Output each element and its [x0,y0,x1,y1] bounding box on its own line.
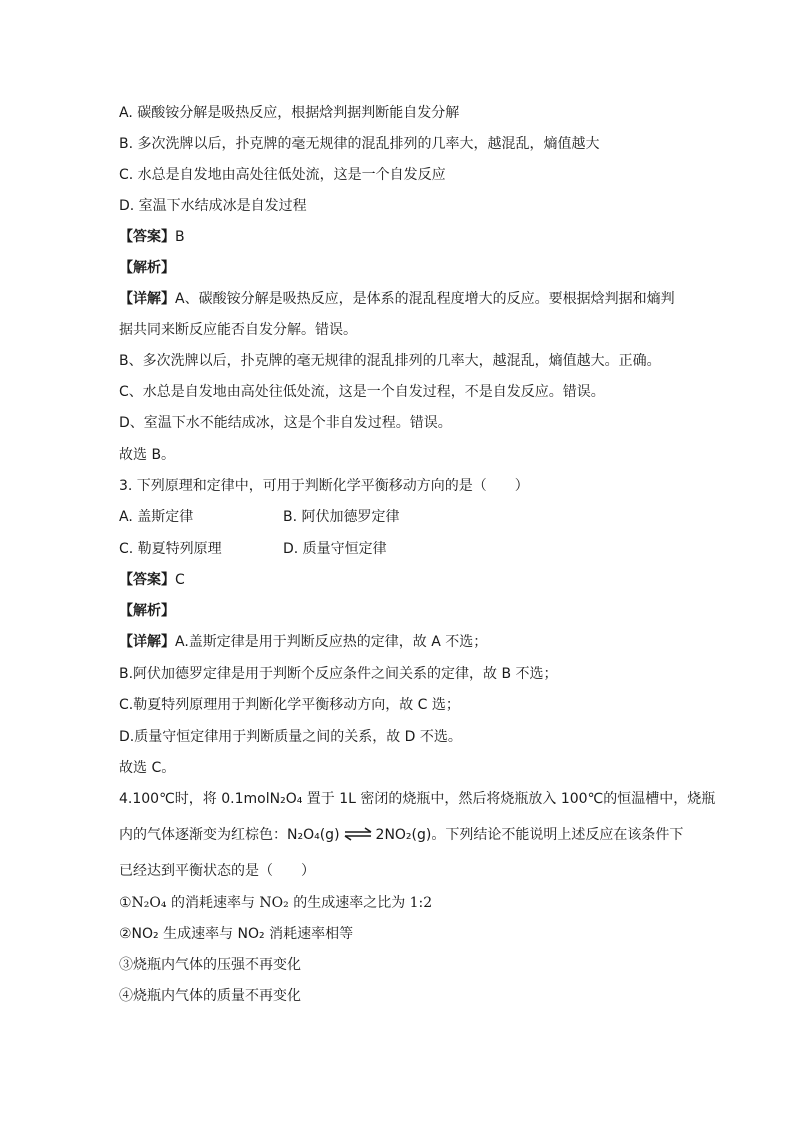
q4-stem-line1: 4.100℃时，将 0.1molN₂O₄ 置于 1L 密闭的烧瓶中，然后将烧瓶放入 100℃的恒温槽中，烧瓶 [119,791,716,807]
q3-stem: 3. 下列原理和定律中，可用于判断化学平衡移动方向的是（ ） [119,478,529,494]
stem-prefix: 内的气体逐渐变为红棕色： [119,827,287,843]
q3-analysis-label: 【解析】 [119,603,175,619]
q3-detail-d: D.质量守恒定律用于判断质量之间的关系，故 D 不选。 [119,729,462,745]
q2-option-d: D. 室温下水结成冰是自发过程 [119,198,307,214]
q3-answer [119,570,185,590]
q2-detail-line2: 据共同来断反应能否自发分解。错误。 [119,322,357,338]
q2-option-b: B. 多次洗牌以后，扑克牌的毫无规律的混乱排列的几率大，越混乱，熵值越大 [119,136,600,152]
stem-suffix: 。下列结论不能说明上述反应在该条件下 [431,827,684,843]
q4-stem-line3: 已经达到平衡状态的是（ ） [119,863,315,879]
q2-option-c: C. 水总是自发地由高处往低处流，这是一个自发反应 [119,167,446,183]
q4-item-1: ①N₂O₄ 的消耗速率与 NO₂ 的生成速率之比为 1:2 [119,895,433,911]
q4-stem-line2 [119,825,683,845]
q3-option-b: B. 阿伏加德罗定律 [283,509,400,525]
product-formula: 2NO₂(g) [375,827,432,843]
q2-option-a: A. 碳酸铵分解是吸热反应，根据焓判据判断能自发分解 [119,105,460,121]
q3-option-c: C. 勒夏特列原理 [119,541,222,557]
q3-detail-c: C.勒夏特列原理用于判断化学平衡移动方向，故 C 选； [119,697,460,713]
q2-detail-c: C、水总是自发地由高处往低处流，这是一个自发过程，不是自发反应。错误。 [119,384,605,400]
q2-analysis-label: 【解析】 [119,260,175,276]
answer-value: B [175,229,185,245]
q2-conclusion: 故选 B。 [119,447,176,463]
detail-label: 【详解】 [119,634,175,650]
q4-item-2: ②NO₂ 生成速率与 NO₂ 消耗速率相等 [119,926,354,942]
q3-conclusion: 故选 C。 [119,760,176,776]
q2-detail-b: B、多次洗牌以后，扑克牌的毫无规律的混乱排列的几率大，越混乱，熵值越大。正确。 [119,353,661,369]
q4-item-4: ④烧瓶内气体的质量不再变化 [119,988,301,1004]
q3-detail-a [119,632,487,652]
q3-option-a: A. 盖斯定律 [119,509,194,525]
detail-text: A.盖斯定律是用于判断反应热的定律，故 A 不选； [175,634,488,650]
answer-label: 【答案】 [119,229,175,245]
detail-label: 【详解】 [119,291,175,307]
equilibrium-arrow-icon [343,827,373,841]
q2-answer [119,227,185,247]
answer-value: C [175,572,185,588]
q4-item-3: ③烧瓶内气体的压强不再变化 [119,957,301,973]
q2-detail-line1 [119,289,675,309]
detail-text: A、碳酸铵分解是吸热反应，是体系的混乱程度增大的反应。要根据焓判据和熵判 [175,291,675,307]
answer-label: 【答案】 [119,572,175,588]
q2-detail-d: D、室温下水不能结成冰，这是个非自发过程。错误。 [119,415,452,431]
q3-option-d: D. 质量守恒定律 [283,541,387,557]
reactant-formula: N₂O₄(g) [287,827,340,843]
q3-detail-b: B.阿伏加德罗定律是用于判断个反应条件之间关系的定律，故 B 不选； [119,666,558,682]
